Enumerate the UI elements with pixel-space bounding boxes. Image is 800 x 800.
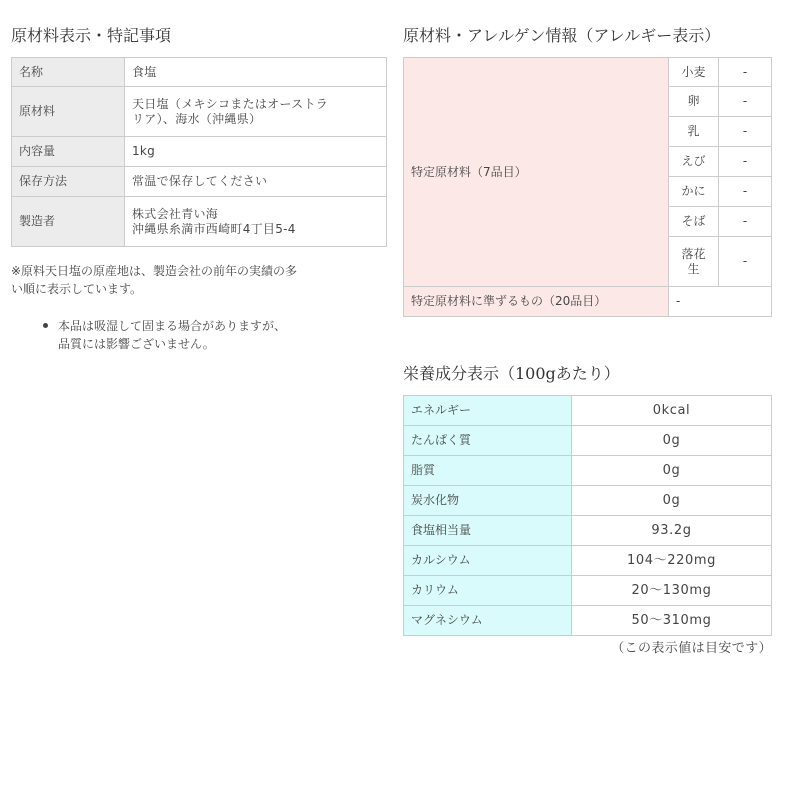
allergen-item: 乳 bbox=[669, 117, 719, 147]
table-row bbox=[404, 576, 772, 606]
nutrition-label: カルシウム bbox=[404, 546, 572, 576]
allergen-item: かに bbox=[669, 177, 719, 207]
ingredients-line: リア）、海水（沖縄県） bbox=[132, 111, 262, 126]
caution-list bbox=[40, 317, 380, 353]
table-row bbox=[404, 546, 772, 576]
nutrition-label: マグネシウム bbox=[404, 606, 572, 636]
allergen-item: そば bbox=[669, 207, 719, 237]
allergen-item-line: 落花 bbox=[681, 246, 706, 261]
nutrition-label: 食塩相当量 bbox=[404, 516, 572, 546]
manufacturer-line: 株式会社青い海 bbox=[132, 206, 219, 221]
table-row bbox=[404, 606, 772, 636]
allergen-mark: - bbox=[719, 87, 772, 117]
allergen-heading: 原材料・アレルゲン情報（アレルギー表示） bbox=[403, 26, 721, 45]
allergen-item bbox=[669, 237, 719, 287]
origin-note-line: い順に表示しています。 bbox=[11, 282, 143, 296]
name-label: 名称 bbox=[12, 58, 125, 87]
allergen-mark: - bbox=[719, 177, 772, 207]
nutrition-value: 0kcal bbox=[572, 396, 772, 426]
nutrition-label: 炭水化物 bbox=[404, 486, 572, 516]
table-row bbox=[404, 396, 772, 426]
table-row bbox=[404, 287, 772, 317]
manufacturer-label: 製造者 bbox=[12, 197, 125, 247]
nutrition-value: 0g bbox=[572, 486, 772, 516]
table-row bbox=[12, 167, 387, 197]
allergen-item-line: 生 bbox=[687, 261, 700, 276]
material-heading: 原材料表示・特記事項 bbox=[11, 26, 172, 45]
nutrition-heading: 栄養成分表示（100gあたり） bbox=[403, 364, 620, 383]
allergen-mark: - bbox=[719, 58, 772, 87]
nutrition-value: 20～130mg bbox=[572, 576, 772, 606]
nutrition-value: 93.2g bbox=[572, 516, 772, 546]
nutrition-value: 0g bbox=[572, 426, 772, 456]
name-value: 食塩 bbox=[125, 58, 387, 87]
ingredients-line: 天日塩（メキシコまたはオーストラ bbox=[132, 96, 329, 111]
table-row bbox=[404, 456, 772, 486]
storage-value: 常温で保存してください bbox=[125, 167, 387, 197]
table-row bbox=[12, 137, 387, 167]
nutrition-label: 脂質 bbox=[404, 456, 572, 486]
nutrition-value: 0g bbox=[572, 456, 772, 486]
allergen-table bbox=[403, 57, 772, 317]
bullet-icon bbox=[43, 323, 48, 328]
nutrition-footnote: （この表示値は目安です） bbox=[611, 641, 772, 656]
origin-note bbox=[11, 262, 391, 298]
table-row bbox=[404, 516, 772, 546]
allergen-mark: - bbox=[719, 237, 772, 287]
table-row bbox=[12, 197, 387, 247]
storage-label: 保存方法 bbox=[12, 167, 125, 197]
nutrition-label: カリウム bbox=[404, 576, 572, 606]
caution-line: 本品は吸湿して固まる場合がありますが、 bbox=[58, 319, 287, 333]
allergen-group-label: 特定原材料（7品目） bbox=[404, 58, 669, 287]
nutrition-table bbox=[403, 395, 772, 636]
allergen-mark: - bbox=[719, 207, 772, 237]
content-value: 1kg bbox=[125, 137, 387, 167]
allergen-mark: - bbox=[719, 117, 772, 147]
nutrition-value: 104～220mg bbox=[572, 546, 772, 576]
allergen-item: 小麦 bbox=[669, 58, 719, 87]
nutrition-value: 50～310mg bbox=[572, 606, 772, 636]
material-table bbox=[11, 57, 387, 247]
list-item bbox=[40, 317, 380, 353]
ingredients-value bbox=[125, 87, 387, 137]
ingredients-label: 原材料 bbox=[12, 87, 125, 137]
origin-note-line: ※原料天日塩の原産地は、製造会社の前年の実績の多 bbox=[11, 264, 298, 278]
allergen-mark: - bbox=[719, 147, 772, 177]
content-label: 内容量 bbox=[12, 137, 125, 167]
nutrition-label: エネルギー bbox=[404, 396, 572, 426]
table-row bbox=[404, 486, 772, 516]
table-row bbox=[12, 58, 387, 87]
allergen-secondary-value: - bbox=[669, 287, 772, 317]
allergen-item: えび bbox=[669, 147, 719, 177]
manufacturer-value bbox=[125, 197, 387, 247]
table-row bbox=[404, 58, 772, 87]
caution-line: 品質には影響ございません。 bbox=[58, 337, 215, 351]
table-row bbox=[404, 426, 772, 456]
allergen-item: 卵 bbox=[669, 87, 719, 117]
table-row bbox=[12, 87, 387, 137]
allergen-secondary-label: 特定原材料に準ずるもの（20品目） bbox=[404, 287, 669, 317]
manufacturer-line: 沖縄県糸満市西崎町4丁目5-4 bbox=[132, 221, 296, 236]
nutrition-label: たんぱく質 bbox=[404, 426, 572, 456]
